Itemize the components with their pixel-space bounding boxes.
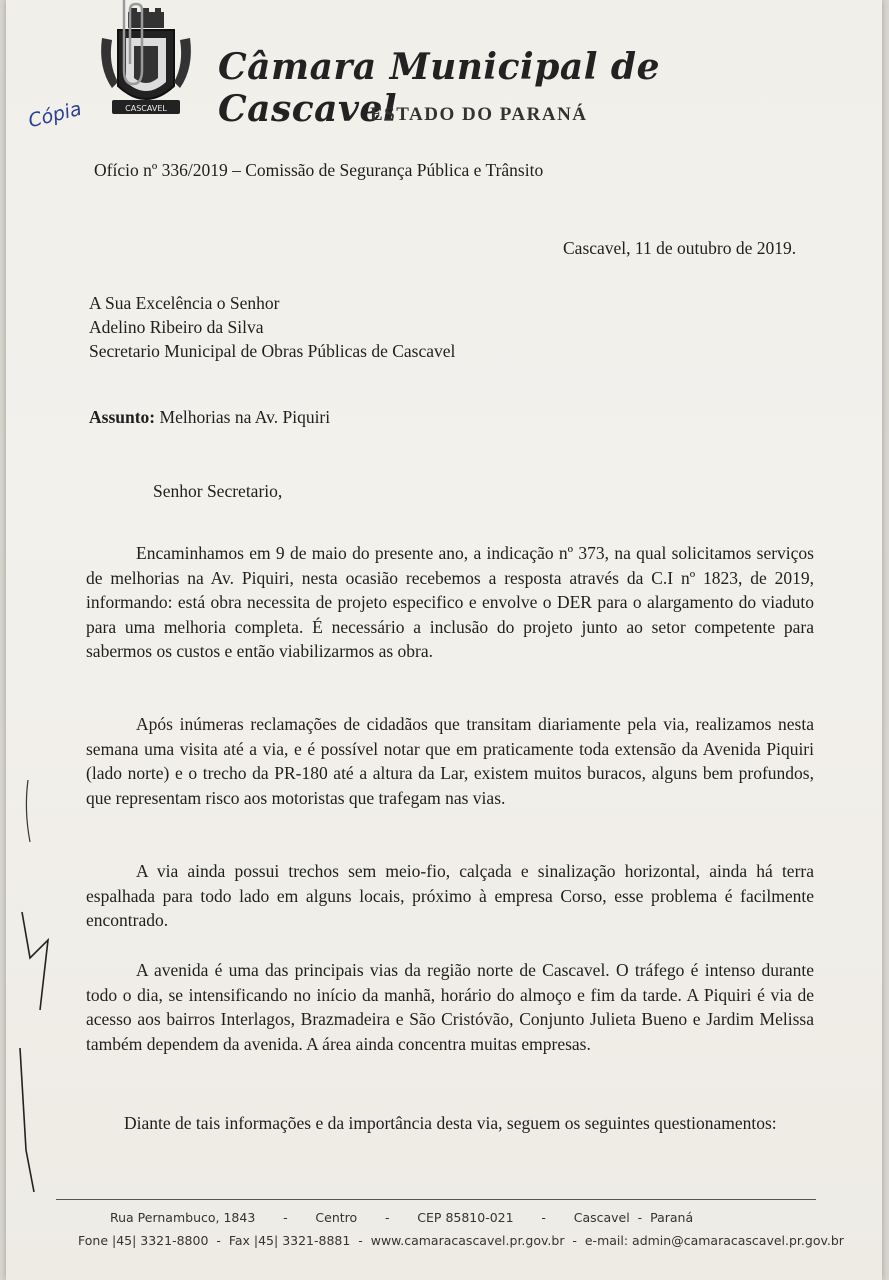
letter-reference: Ofício nº 336/2019 – Comissão de Segurança Pública e Trânsito: [94, 160, 544, 180]
letter-date: Cascavel, 11 de outubro de 2019.: [563, 238, 797, 258]
body-paragraph: A avenida é uma das principais vias da região norte de Cascavel. O tráfego é intenso durante todo o dia, se intensificando no início da manhã, horário do almoço e fim da tarde. A Piquiri é via de acesso aos bairros Interlagos, Brazmadeira e São Cristóvão, Conjunto Julieta Bueno e Jardim Melissa também dependem da avenida. A área ainda concentra muitas empresas.: [86, 960, 814, 1054]
addressee-block: [89, 291, 455, 363]
crest-label: CASCAVEL: [125, 104, 167, 113]
body-paragraph: A via ainda possui trechos sem meio-fio, calçada e sinalização horizontal, ainda há terra espalhada para todo lado em alguns locais, próximo à empresa Corso, esse problema é facilmente encontrado.: [86, 861, 814, 930]
subject-label: Assunto:: [89, 407, 156, 427]
footer-divider: [56, 1199, 816, 1200]
addressee-line: Adelino Ribeiro da Silva: [89, 317, 264, 337]
body-paragraph: Após inúmeras reclamações de cidadãos que transitam diariamente pela via, realizamos nesta semana uma visita até a via, e é possível notar que em praticamente toda extensão da Avenida Piquiri (lado norte) e o trecho da PR-180 até a altura da Lar, existem muitos buracos, alguns bem profundos, que representam risco aos motoristas que trafegam nas vias.: [86, 714, 814, 808]
body-paragraph: Diante de tais informações e da importância desta via, seguem os seguintes questionamentos:: [124, 1113, 777, 1133]
handwritten-copy-note: Cópia: [26, 97, 84, 133]
state-name: ESTADO DO PARANÁ: [370, 104, 588, 125]
footer-contact: Fone |45| 3321-8800 - Fax |45| 3321-8881 - www.camaracascavel.pr.gov.br - e-mail: admin@camaracascavel.pr.gov.br: [78, 1233, 844, 1248]
subject-text: Melhorias na Av. Piquiri: [155, 407, 331, 427]
addressee-line: Secretario Municipal de Obras Públicas de Cascavel: [89, 341, 456, 361]
subject-line: [89, 405, 330, 429]
addressee-line: A Sua Excelência o Senhor: [89, 293, 280, 313]
footer-address: Rua Pernambuco, 1843 - Centro - CEP 85810-021 - Cascavel - Paraná: [110, 1210, 694, 1225]
council-name: Câmara Municipal de Cascavel: [218, 46, 660, 130]
letter-page: [6, 0, 882, 1280]
greeting: Senhor Secretario,: [153, 481, 283, 501]
paper-clip-icon: [118, 0, 148, 90]
body-paragraph: Encaminhamos em 9 de maio do presente ano, a indicação nº 373, na qual solicitamos serviços de melhorias na Av. Piquiri, nesta ocasião recebemos a resposta através da C.I nº 1823, de 2019, informando: está obra necessita de projeto especifico e envolve o DER para o alargamento do viaduto para uma melhoria completa. É necessário a inclusão do projeto junto ao setor competente para sabermos os custos e então viabilizarmos as obra.: [86, 543, 814, 661]
